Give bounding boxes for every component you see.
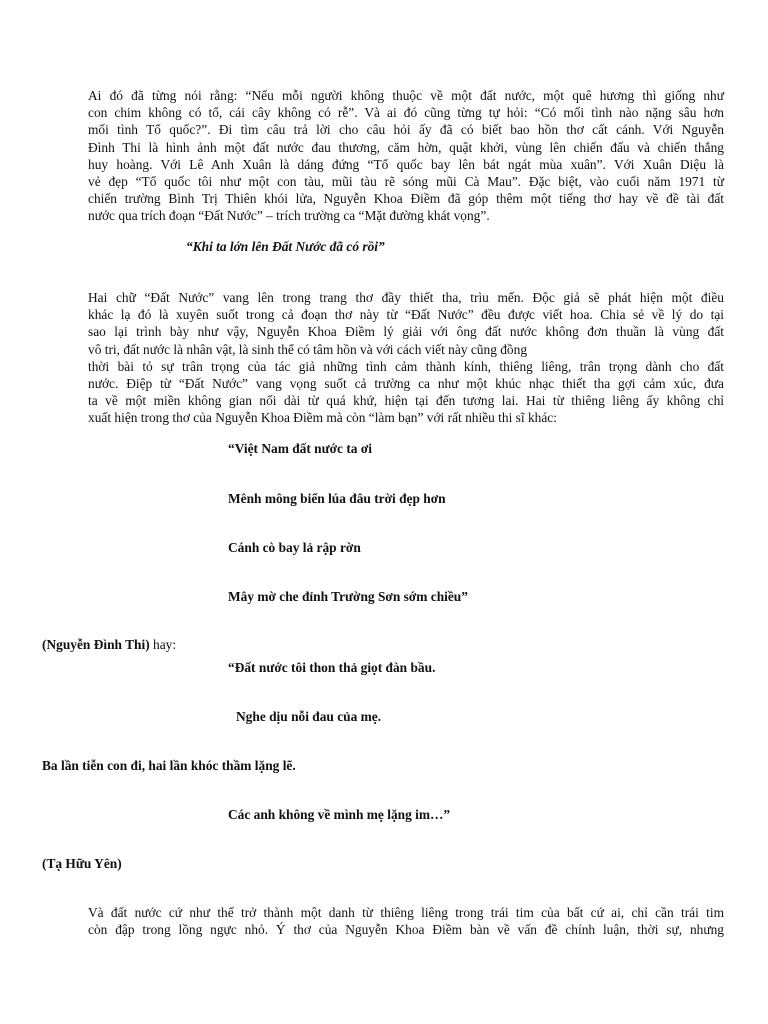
attribution-suffix: hay: xyxy=(149,637,177,652)
text-line: vô tri, đất nước là nhân vật, là sinh thể có tâm hồn và với cách viết này cũng đồng xyxy=(88,341,528,357)
closing-paragraph xyxy=(88,904,724,938)
text-line: con chim không có tổ, cái cây không có rễ”. Và ai đó cũng từng tự hỏi: “Có mối tình nào nặng sâu hơn xyxy=(88,105,724,121)
poem-line: Nghe dịu nỗi đau của mẹ. xyxy=(236,709,382,724)
author-name: (Tạ Hữu Yên) xyxy=(42,856,122,871)
text-line: Và đất nước cứ như thế trở thành một danh từ thiêng liêng trong trái tim của bất cứ ai, chỉ cần trái tim xyxy=(88,905,724,920)
attribution xyxy=(42,636,176,653)
text-line: còn đập trong lồng ngực nhỏ. Ý thơ của Nguyễn Khoa Điềm bàn về vấn đề chính luận, thời sự, nhưng xyxy=(88,922,724,938)
poem-line: Mênh mông biển lúa đâu trời đẹp hơn xyxy=(228,491,446,506)
text-line: mối tình Tổ quốc?”. Đi tìm câu trả lời cho câu hỏi ấy đã có biết bao hồn thơ cất cánh. Với Nguyễn xyxy=(88,122,724,138)
quote-line: “Khi ta lớn lên Đất Nước đã có rồi” xyxy=(186,239,385,254)
text-line: huy hoàng. Với Lê Anh Xuân là dáng đứng “Tổ quốc bay lên bát ngát mùa xuân”. Với Xuân Diệu là xyxy=(88,156,724,172)
text-line: nước qua trích đoạn “Đất Nước” – trích trường ca “Mặt đường khát vọng”. xyxy=(88,208,490,224)
text-line: Ai đó đã từng nói rằng: “Nếu mỗi người không thuộc về một đất nước, một quê hương thì giống như xyxy=(88,88,724,103)
body-paragraph xyxy=(88,289,724,427)
poem-line: Mây mờ che đỉnh Trường Sơn sớm chiều” xyxy=(228,589,468,604)
text-line: xuất hiện trong thơ của Nguyễn Khoa Điềm mà còn “làm bạn” với rất nhiều thi sĩ khác: xyxy=(88,410,557,426)
intro-paragraph xyxy=(88,87,724,225)
text-line: nước. Điệp từ “Đất Nước” vang vọng suốt cả trường ca như một khúc nhạc thiết tha gợi cảm xúc, đưa xyxy=(88,376,724,392)
poem-line: Ba lần tiễn con đi, hai lần khóc thầm lặng lẽ. xyxy=(42,758,296,773)
poem-line: Các anh không về mình mẹ lặng im…” xyxy=(228,807,451,822)
text-line: chiến trường Bình Trị Thiên khói lửa, Nguyễn Khoa Điềm đã góp thêm một tiếng thơ hay về đề tài đất xyxy=(88,191,724,207)
text-line: vẻ đẹp “Tổ quốc tôi như một con tàu, mũi tàu rẽ sóng mũi Cà Mau”. Đặc biệt, vào cuối năm 1971 từ xyxy=(88,174,724,190)
poem-line: “Đất nước tôi thon thả giọt đàn bầu. xyxy=(228,660,436,675)
poem-line: Cánh cò bay lả rập rờn xyxy=(228,540,361,555)
author-name: (Nguyễn Đình Thi) xyxy=(42,637,150,652)
text-line: Đình Thi là hình ảnh một đất nước đau thương, căm hờn, quật khởi, vùng lên chiến đấu và chiến thắng xyxy=(88,139,724,155)
poem-line: “Việt Nam đất nước ta ơi xyxy=(228,441,372,456)
text-line: thời bài tỏ sự trân trọng của tác giả những tình cảm thành kính, thiêng liêng, trân trọng dành cho đất xyxy=(88,358,724,374)
text-line: khác lạ đó là xuyên suốt trong cả đoạn thơ này từ “Đất Nước” đều được viết hoa. Chia sẻ về lý do tại xyxy=(88,307,724,323)
text-line: ta về một miền không gian nối dài từ quá khứ, hiện tại đến tương lai. Hai từ thiêng liêng ấy không chỉ xyxy=(88,393,724,409)
text-line: sao lại trình bày như vậy, Nguyễn Khoa Điềm lý giải với ông đất nước không đơn thuần là vùng đất xyxy=(88,324,724,340)
text-line: Hai chữ “Đất Nước” vang lên trong trang thơ đầy thiết tha, trìu mến. Độc giả sẽ phát hiện một điều xyxy=(88,290,724,305)
